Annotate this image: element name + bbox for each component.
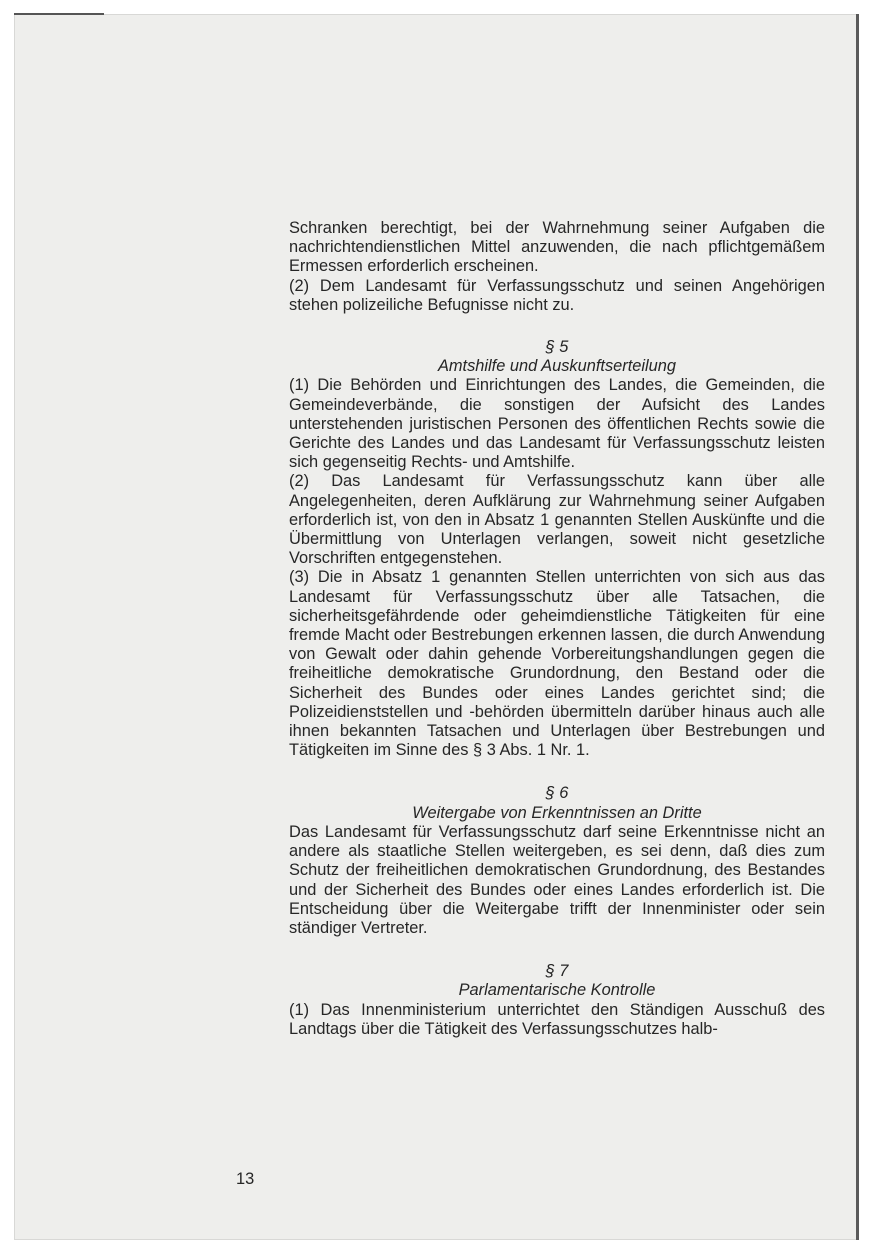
section-5-paragraph-2: (2) Das Landesamt für Verfassungsschutz kann über alle Angelegenheiten, deren Aufklärung zur Wahrnehmung seiner Aufgaben erforderlich ist, von den in Absatz 1 genannten Stellen Auskünfte und die Übermittlung von Unterlagen verlangen, soweit nicht gesetzliche Vorschriften entgegenstehen. <box>289 472 825 568</box>
section-5-title: Amtshilfe und Auskunftserteilung <box>437 357 677 376</box>
section-7-title: Parlamentarische Kontrolle <box>458 981 656 1000</box>
section-7-paragraph-1: (1) Das Innenministerium unterrichtet den Ständigen Ausschuß des Landtags über die Tätigkeit des Verfassungsschutzes halb- <box>289 1000 825 1038</box>
intro-paragraph-1: Schranken berechtigt, bei der Wahrnehmung seiner Aufgaben die nachrichtendienstlichen Mittel anzuwenden, die nach pflichtgemäßem Ermessen erforderlich erscheinen. <box>289 219 825 276</box>
section-5-paragraph-3: (3) Die in Absatz 1 genannten Stellen unterrichten von sich aus das Landesamt für Verfassungsschutz über alle Tatsachen, die sicherheitsgefährdende oder geheimdienstliche Tätigkeiten für eine fremde Macht oder Bestrebungen erkennen lassen, die durch Anwendung von Gewalt oder dahin gehende Vorbereitungshandlungen gegen die freiheitliche demokratische Grundordnung, den Bestand oder die Sicherheit des Bundes oder eines Landes gerichtet sind; die Polizeidienststellen und -behörden übermitteln darüber hinaus auch alle ihnen bekannten Tatsachen und Unterlagen über Bestrebungen und Tätigkeiten im Sinne des § 3 Abs. 1 Nr. 1. <box>289 568 825 760</box>
section-5-number: § 5 <box>545 338 569 357</box>
section-6-number: § 6 <box>545 784 569 803</box>
section-5-paragraph-1: (1) Die Behörden und Einrichtungen des Landes, die Gemeinden, die Gemeindeverbände, die sonstigen der Aufsicht des Landes unterstehenden juristischen Personen des öffentlichen Rechts sowie die Gerichte des Landes und das Landesamt für Verfassungsschutz leisten sich gegenseitig Rechts- und Amtshilfe. <box>289 376 825 472</box>
page-edge-right <box>856 14 859 1240</box>
section-7-number: § 7 <box>545 962 569 981</box>
section-6-title: Weitergabe von Erkenntnissen an Dritte <box>412 803 702 822</box>
body-text <box>289 219 825 1039</box>
intro-paragraph-2: (2) Dem Landesamt für Verfassungsschutz und seinen Angehörigen stehen polizeiliche Befugnisse nicht zu. <box>289 276 825 314</box>
page-number: 13 <box>236 1170 255 1188</box>
section-6-paragraph-1: Das Landesamt für Verfassungsschutz darf seine Erkenntnisse nicht an andere als staatliche Stellen weitergeben, es sei denn, daß dies zum Schutz der freiheitlichen demokratischen Grundordnung, des Bestandes und der Sicherheit des Bundes oder eines Landes erforderlich ist. Die Entscheidung über die Weitergabe trifft der Innenminister oder sein ständiger Vertreter. <box>289 822 825 937</box>
page-edge-top <box>14 13 104 15</box>
